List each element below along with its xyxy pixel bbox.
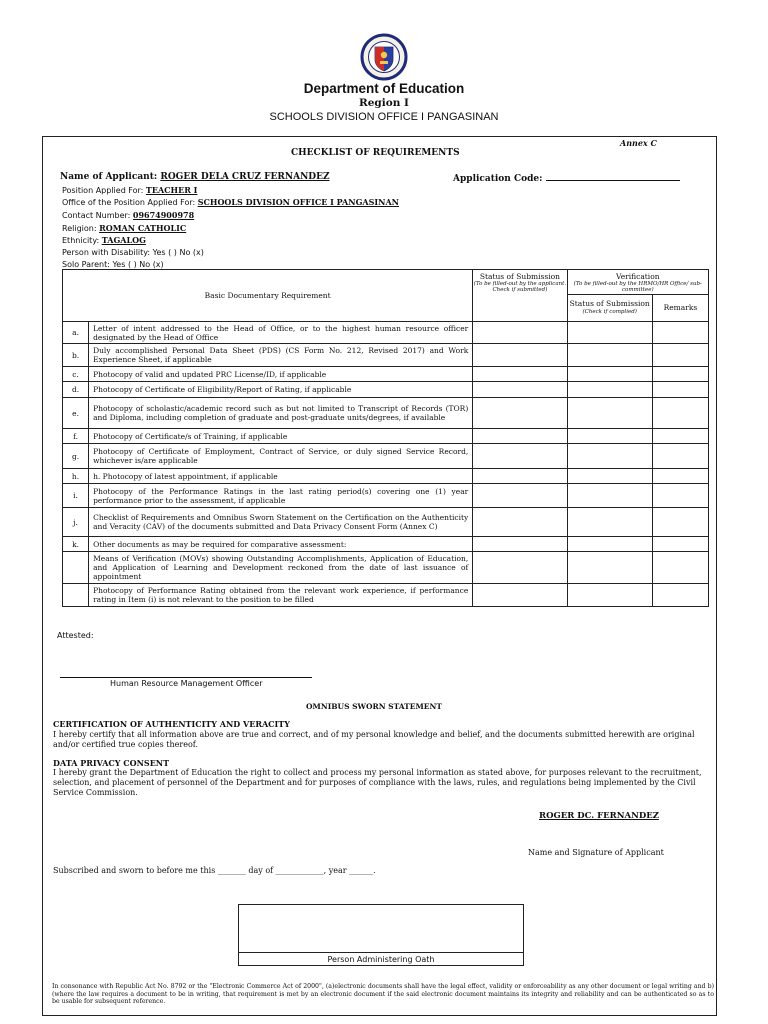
application-code-label: Application Code:	[453, 174, 543, 184]
applicant-name-label: Name of Applicant:	[60, 172, 158, 182]
applicant-signature-name: ROGER DC. FERNANDEZ	[539, 811, 659, 821]
status-cell[interactable]	[473, 382, 567, 398]
col-status-note1: (To be filled-out by the applicant.	[473, 281, 567, 287]
remarks-cell[interactable]	[652, 429, 708, 444]
status-cell[interactable]	[473, 398, 567, 429]
status-cell[interactable]	[473, 367, 567, 382]
table-row	[63, 367, 709, 382]
row-letter: j.	[63, 508, 89, 537]
col-status-note2: Check if submitted)	[492, 287, 548, 293]
status-cell[interactable]	[473, 429, 567, 444]
contact-label: Contact Number:	[62, 211, 131, 220]
table-row	[63, 508, 709, 537]
row-text: Photocopy of Certificate/s of Training, if applicable	[89, 429, 473, 444]
table-row	[63, 469, 709, 484]
col-remarks-header: Remarks	[652, 295, 708, 322]
requirements-table	[62, 269, 709, 607]
cert-title: CERTIFICATION OF AUTHENTICITY AND VERACITY	[53, 719, 290, 729]
status-cell[interactable]	[473, 484, 567, 508]
status-cell[interactable]	[473, 469, 567, 484]
table-row	[63, 382, 709, 398]
remarks-cell[interactable]	[652, 469, 708, 484]
office-line	[62, 197, 399, 207]
remarks-cell[interactable]	[652, 382, 708, 398]
col-status-label: Status of Submission	[479, 272, 560, 281]
annex-label: Annex C	[620, 138, 657, 148]
row-letter: k.	[63, 537, 89, 552]
position-line	[62, 185, 197, 195]
remarks-cell[interactable]	[652, 367, 708, 382]
table-row	[63, 344, 709, 367]
data-privacy-text: I hereby grant the Department of Education the right to collect and process my personal information as stated above, for purposes relevant to the recruitment, selection, and placement of personnel of the Department and for purposes of compliance with the laws, rules, and regulations being implemented by the Civil Service Commission.	[53, 768, 702, 797]
omnibus-title: OMNIBUS SWORN STATEMENT	[306, 702, 442, 711]
verification-cell[interactable]	[567, 508, 652, 537]
status-cell[interactable]	[473, 322, 567, 344]
oath-label: Person Administering Oath	[327, 955, 435, 964]
cert-text: I hereby certify that all information above are true and correct, and of my personal knowledge and belief, and the documents submitted herewith are original and/or certified true copies thereof.	[53, 730, 695, 749]
row-text: h. Photocopy of latest appointment, if applicable	[89, 469, 473, 484]
row-text: Duly accomplished Personal Data Sheet (PDS) (CS Form No. 212, Revised 2017) and Work Experience Sheet, if applicable	[89, 344, 473, 367]
status-cell[interactable]	[473, 344, 567, 367]
col-status-header	[473, 270, 567, 322]
checklist-title: CHECKLIST OF REQUIREMENTS	[291, 148, 460, 158]
table-row	[63, 322, 709, 344]
status-cell[interactable]	[473, 552, 567, 584]
col-verification-header	[567, 270, 708, 295]
office-label: Office of the Position Applied For:	[62, 198, 196, 207]
verification-cell[interactable]	[567, 398, 652, 429]
remarks-cell[interactable]	[652, 398, 708, 429]
applicant-name-line	[60, 172, 330, 182]
footer-note: In consonance with Republic Act No. 8792 or the "Electronic Commerce Act of 2000", (a)electronic documents shall have the legal effect, validity or enforceability as any other document or legal writing and b) (where the law requires a document to be in writing, that requirement is met by an electronic document if the said electronic document maintains its integrity and reliability and can be authenticated so as to be usable for subsequent reference.	[52, 983, 714, 1005]
row-text: Checklist of Requirements and Omnibus Sworn Statement on the Certification on the Authenticity and Veracity (CAV) of the documents submitted and Data Privacy Consent Form (Annex C)	[89, 508, 473, 537]
verification-cell[interactable]	[567, 537, 652, 552]
col-sub-status-header	[567, 295, 652, 322]
ethnicity-line	[62, 235, 146, 245]
col-basic-header: Basic Documentary Requirement	[63, 270, 473, 322]
office-title: SCHOOLS DIVISION OFFICE I PANGASINAN	[269, 111, 499, 123]
hr-signature-line	[60, 677, 312, 678]
solo-parent-line: Solo Parent: Yes ( ) No (x)	[62, 260, 164, 269]
row-letter: a.	[63, 322, 89, 344]
col-sub-status-label: Status of Submission	[569, 299, 650, 308]
table-row	[63, 584, 709, 607]
data-privacy-title: DATA PRIVACY CONSENT	[53, 758, 170, 768]
religion-label: Religion:	[62, 224, 97, 233]
row-letter: g.	[63, 444, 89, 469]
verification-cell[interactable]	[567, 344, 652, 367]
table-row	[63, 429, 709, 444]
religion-value: ROMAN CATHOLIC	[99, 223, 187, 233]
status-cell[interactable]	[473, 508, 567, 537]
pwd-line: Person with Disability: Yes ( ) No (x)	[62, 248, 204, 257]
row-letter	[63, 552, 89, 584]
remarks-cell[interactable]	[652, 552, 708, 584]
status-cell[interactable]	[473, 444, 567, 469]
row-letter: c.	[63, 367, 89, 382]
table-row	[63, 398, 709, 429]
row-letter: f.	[63, 429, 89, 444]
status-cell[interactable]	[473, 584, 567, 607]
deped-seal-icon	[355, 33, 413, 81]
col-verification-note: (To be filled-out by the HRMO/HR Office/ sub-committee)	[573, 280, 702, 293]
row-text: Photocopy of Performance Rating obtained from the relevant work experience, if performance rating in Item (i) is not relevant to the position to be filled	[89, 584, 473, 607]
remarks-cell[interactable]	[652, 537, 708, 552]
status-cell[interactable]	[473, 537, 567, 552]
row-text: Photocopy of Certificate of Employment, Contract of Service, or duly signed Service Record, whichever is/are applicable	[89, 444, 473, 469]
oath-signature-line	[238, 952, 524, 953]
attested-label: Attested:	[57, 631, 94, 640]
table-row	[63, 552, 709, 584]
table-row	[63, 444, 709, 469]
hr-officer-label: Human Resource Management Officer	[110, 679, 263, 688]
department-title: Department of Education	[303, 81, 465, 96]
remarks-cell[interactable]	[652, 444, 708, 469]
remarks-cell[interactable]	[652, 344, 708, 367]
remarks-cell[interactable]	[652, 322, 708, 344]
ethnicity-value: TAGALOG	[101, 235, 146, 245]
verification-cell[interactable]	[567, 367, 652, 382]
application-code-line	[453, 172, 680, 184]
verification-cell[interactable]	[567, 444, 652, 469]
remarks-cell[interactable]	[652, 584, 708, 607]
row-text: Photocopy of scholastic/academic record such as but not limited to Transcript of Records (TOR) and Diploma, including completion of graduate and post-graduate units/degrees, if available	[89, 398, 473, 429]
row-text: Photocopy of valid and updated PRC License/ID, if applicable	[89, 367, 473, 382]
row-text: Letter of intent addressed to the Head of Office, or to the highest human resource officer designated by the Head of Office	[89, 322, 473, 344]
row-letter: i.	[63, 484, 89, 508]
row-text: Other documents as may be required for comparative assessment:	[89, 537, 473, 552]
col-verification-label: Verification	[615, 271, 660, 281]
remarks-cell[interactable]	[652, 484, 708, 508]
remarks-cell[interactable]	[652, 508, 708, 537]
region-title: Region I	[359, 97, 409, 109]
verification-cell[interactable]	[567, 429, 652, 444]
table-row	[63, 484, 709, 508]
application-code-blank[interactable]	[546, 172, 680, 181]
row-letter: d.	[63, 382, 89, 398]
applicant-signature-label: Name and Signature of Applicant	[528, 848, 664, 857]
table-row	[63, 537, 709, 552]
row-letter: h.	[63, 469, 89, 484]
row-letter: b.	[63, 344, 89, 367]
applicant-name-value: ROGER DELA CRUZ FERNANDEZ	[160, 172, 330, 182]
sworn-statement-line: Subscribed and sworn to before me this _______ day of ____________, year ______.	[53, 866, 376, 875]
col-sub-status-note: (Check if complied)	[582, 309, 637, 315]
position-label: Position Applied For:	[62, 186, 144, 195]
position-value: TEACHER I	[145, 185, 198, 195]
verification-cell[interactable]	[567, 552, 652, 584]
row-text: Photocopy of the Performance Ratings in the last rating period(s) covering one (1) year performance prior to the assessment, if applicable	[89, 484, 473, 508]
row-text: Photocopy of Certificate of Eligibility/Report of Rating, if applicable	[89, 382, 473, 398]
verification-cell[interactable]	[567, 584, 652, 607]
verification-cell[interactable]	[567, 469, 652, 484]
contact-value: 09674900978	[132, 210, 195, 220]
religion-line	[62, 223, 186, 233]
row-letter	[63, 584, 89, 607]
verification-cell[interactable]	[567, 484, 652, 508]
ethnicity-label: Ethnicity:	[62, 236, 100, 245]
verification-cell[interactable]	[567, 382, 652, 398]
office-value: SCHOOLS DIVISION OFFICE I PANGASINAN	[197, 197, 399, 207]
row-letter: e.	[63, 398, 89, 429]
requirements-body	[63, 322, 709, 607]
contact-line	[62, 210, 194, 220]
verification-cell[interactable]	[567, 322, 652, 344]
row-text: Means of Verification (MOVs) showing Outstanding Accomplishments, Application of Education, and Application of Learning and Development reckoned from the date of last issuance of appointment	[89, 552, 473, 584]
